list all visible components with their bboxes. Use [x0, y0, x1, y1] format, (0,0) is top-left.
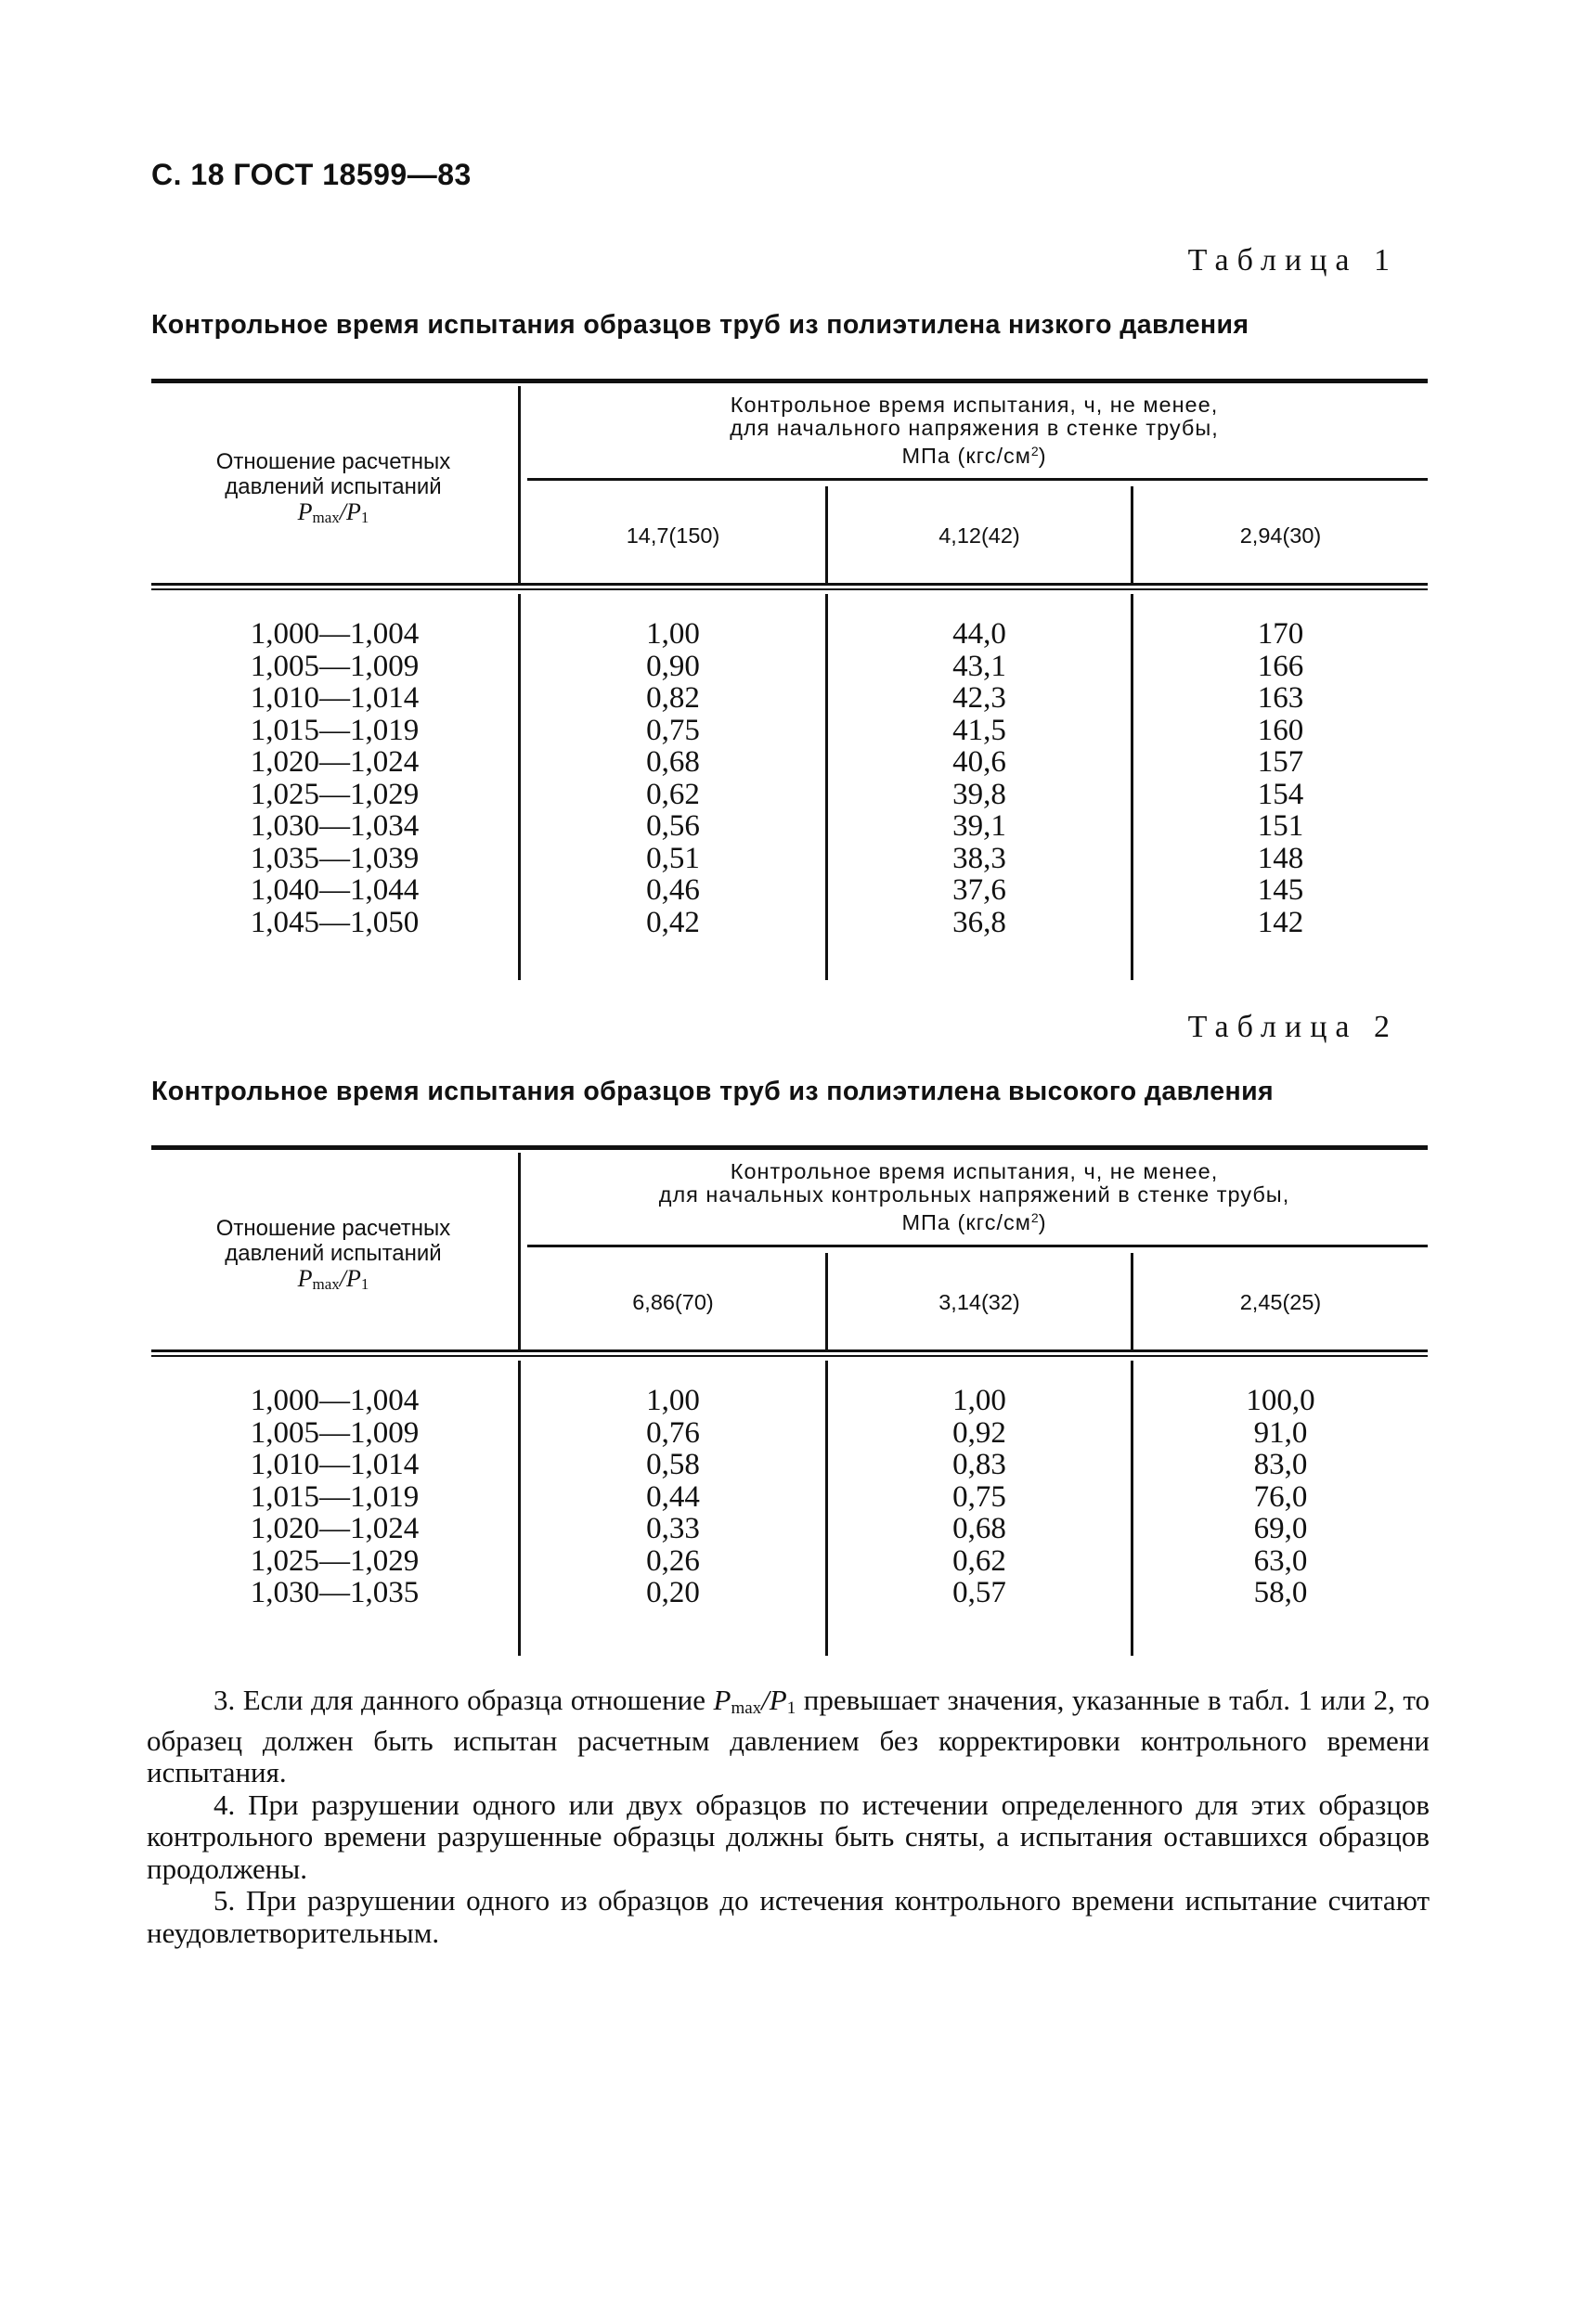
table-cell: 0,62 [952, 1543, 1006, 1578]
table-cell: 0,75 [952, 1479, 1006, 1514]
table-cell: 166 [1257, 649, 1304, 683]
ratio-symbol: $P_{max}/P_1$ [713, 1684, 796, 1718]
table-cell: 69,0 [1253, 1512, 1308, 1545]
table-cell: 0,76 [646, 1415, 700, 1450]
table-cell: 1,000—1,004 [250, 617, 420, 651]
table1-group-rule [527, 478, 1428, 481]
table-cell: 0,20 [646, 1576, 700, 1609]
table2-col-header-2: 3,14(32) [938, 1290, 1020, 1314]
table2-group-header [521, 1160, 1428, 1234]
table2-values-column-2 [828, 1385, 1131, 1609]
table2-top-rule [151, 1145, 1428, 1150]
table1-group-header-line3: МПа $(кгс/см^2)$ [901, 444, 1047, 468]
table-cell: 1,00 [952, 1384, 1006, 1417]
table2-ratio-column [151, 1385, 518, 1609]
table-cell: 40,6 [952, 745, 1006, 779]
table-cell: 1,025—1,029 [250, 1543, 420, 1578]
table-cell: 1,00 [646, 1384, 700, 1417]
table-cell: 83,0 [1253, 1448, 1308, 1481]
table-cell: 170 [1257, 617, 1304, 651]
table2-col-header-1: 6,86(70) [632, 1290, 714, 1314]
table1-group-header-line1: Контрольное время испытания, ч, не менее, [730, 393, 1219, 417]
paragraph-3: 3. Если для данного образца отношение $P_{max}/P_1$ превышает значения, указанные в табл. 1 или 2, то образец должен быть испытан расчетным давлением без корректировки контрольного времени испытания. [147, 1684, 1430, 1788]
table1-vline-3 [1131, 486, 1133, 583]
table1-top-rule [151, 379, 1428, 383]
table-cell: 38,3 [952, 841, 1006, 875]
table-cell: 142 [1257, 905, 1304, 939]
table-cell: 1,000—1,004 [250, 1384, 420, 1417]
table-cell: 1,040—1,044 [250, 873, 420, 907]
table2-group-header-line3: МПа $(кгс/см^2)$ [901, 1210, 1047, 1234]
table-cell: 1,010—1,014 [250, 681, 420, 715]
table-cell: 1,015—1,019 [250, 713, 420, 747]
table-cell: 0,26 [646, 1543, 700, 1578]
table-cell: 0,68 [952, 1512, 1006, 1545]
table1-col-header-1: 14,7(150) [626, 523, 720, 548]
table2-col-header-3: 2,45(25) [1239, 1290, 1322, 1314]
page-header: С. 18 ГОСТ 18599—83 [151, 158, 472, 191]
table2-vline-3 [1131, 1253, 1133, 1349]
table-cell: 76,0 [1253, 1479, 1308, 1514]
table-cell: 1,030—1,034 [250, 809, 420, 843]
table-cell: 39,8 [952, 777, 1006, 811]
table-cell: 1,015—1,019 [250, 1479, 420, 1514]
table-cell: 163 [1257, 681, 1304, 715]
table1-title: Контрольное время испытания образцов труб из полиэтилена низкого давления [151, 310, 1249, 340]
table1-group-header [521, 394, 1428, 468]
table-cell: 0,57 [952, 1576, 1006, 1609]
table1-values-column-1 [521, 618, 825, 938]
table-cell: 1,020—1,024 [250, 745, 420, 779]
table-cell: 0,51 [646, 841, 700, 875]
table-cell: 58,0 [1253, 1576, 1308, 1609]
table1-vline-2 [825, 486, 828, 583]
table-cell: 1,005—1,009 [250, 649, 420, 683]
table-cell: 1,010—1,014 [250, 1448, 420, 1481]
table-cell: 1,005—1,009 [250, 1415, 420, 1450]
table1-group-header-line2: для начального напряжения в стенке трубы, [730, 416, 1219, 440]
table-cell: 0,75 [646, 713, 700, 747]
table-cell: 1,035—1,039 [250, 841, 420, 875]
table-cell: 36,8 [952, 905, 1006, 939]
table2-group-header-line2: для начальных контрольных напряжений в стенке трубы, [658, 1182, 1290, 1207]
table1-values-column-3 [1133, 618, 1428, 938]
table-cell: 0,90 [646, 649, 700, 683]
table-cell: 0,58 [646, 1448, 700, 1481]
table-cell: 0,92 [952, 1415, 1006, 1450]
table-cell: 151 [1257, 809, 1304, 843]
table1-label: Таблица 1 [1187, 243, 1398, 278]
table-cell: 0,83 [952, 1448, 1006, 1481]
table-cell: 43,1 [952, 649, 1006, 683]
table-cell: 1,030—1,035 [250, 1576, 420, 1609]
table-cell: 160 [1257, 713, 1304, 747]
table-cell: 39,1 [952, 809, 1006, 843]
paragraph-5: 5. При разрушении одного из образцов до истечения контрольного времени испытание считают неудовлетворительным. [147, 1884, 1430, 1949]
table2-header-separator [151, 1349, 1428, 1357]
table2-vline-1 [518, 1153, 521, 1349]
table-cell: 100,0 [1246, 1384, 1315, 1417]
table1-ratio-symbol: $P_{max}/P_1$ [297, 498, 369, 526]
table1 [151, 379, 1428, 980]
paragraph-4: 4. При разрушении одного или двух образцов по истечении определенного для этих образцов контрольного времени разрушенные образцы должны быть сняты, а испытания оставшихся образцов продолжены. [147, 1788, 1430, 1885]
table2-label: Таблица 2 [1187, 1010, 1398, 1044]
table-cell: 0,68 [646, 745, 700, 779]
table-cell: 0,82 [646, 681, 700, 715]
table1-header-separator [151, 583, 1428, 590]
table1-row-header-line2: давлений испытаний [225, 474, 442, 499]
table2-group-rule [527, 1245, 1428, 1247]
table-cell: 0,33 [646, 1512, 700, 1545]
table-cell: 157 [1257, 745, 1304, 779]
table1-col-header-3: 2,94(30) [1239, 523, 1322, 548]
table-cell: 0,44 [646, 1479, 700, 1514]
table-cell: 145 [1257, 873, 1304, 907]
table-cell: 1,025—1,029 [250, 777, 420, 811]
table1-values-column-2 [828, 618, 1131, 938]
table-cell: 1,00 [646, 617, 700, 651]
table1-vline-1 [518, 386, 521, 583]
table2-row-header [151, 1216, 515, 1297]
body-text [147, 1685, 1430, 1949]
table2 [151, 1145, 1428, 1656]
table2-group-header-line1: Контрольное время испытания, ч, не менее, [730, 1159, 1219, 1183]
table-cell: 0,62 [646, 777, 700, 811]
table-cell: 41,5 [952, 713, 1006, 747]
table-cell: 148 [1257, 841, 1304, 875]
table2-title: Контрольное время испытания образцов труб из полиэтилена высокого давления [151, 1077, 1275, 1106]
table2-row-header-line1: Отношение расчетных [215, 1216, 451, 1241]
table2-vline-2 [825, 1253, 828, 1349]
table2-row-header-line2: давлений испытаний [225, 1241, 442, 1266]
table-cell: 0,42 [646, 905, 700, 939]
table1-col-header-2: 4,12(42) [938, 523, 1020, 548]
table2-ratio-symbol: $P_{max}/P_1$ [297, 1265, 369, 1293]
table-cell: 1,020—1,024 [250, 1512, 420, 1545]
table2-values-column-3 [1133, 1385, 1428, 1609]
table2-values-column-1 [521, 1385, 825, 1609]
table-cell: 0,56 [646, 809, 700, 843]
table1-ratio-column [151, 618, 518, 938]
table-cell: 63,0 [1253, 1543, 1308, 1578]
table1-row-header-line1: Отношение расчетных [215, 449, 451, 474]
table-cell: 42,3 [952, 681, 1006, 715]
table-cell: 44,0 [952, 617, 1006, 651]
table-cell: 154 [1257, 777, 1304, 811]
table-cell: 91,0 [1253, 1415, 1308, 1450]
table-cell: 1,045—1,050 [250, 905, 420, 939]
table-cell: 0,46 [646, 873, 700, 907]
table1-row-header [151, 449, 515, 530]
table-cell: 37,6 [952, 873, 1006, 907]
